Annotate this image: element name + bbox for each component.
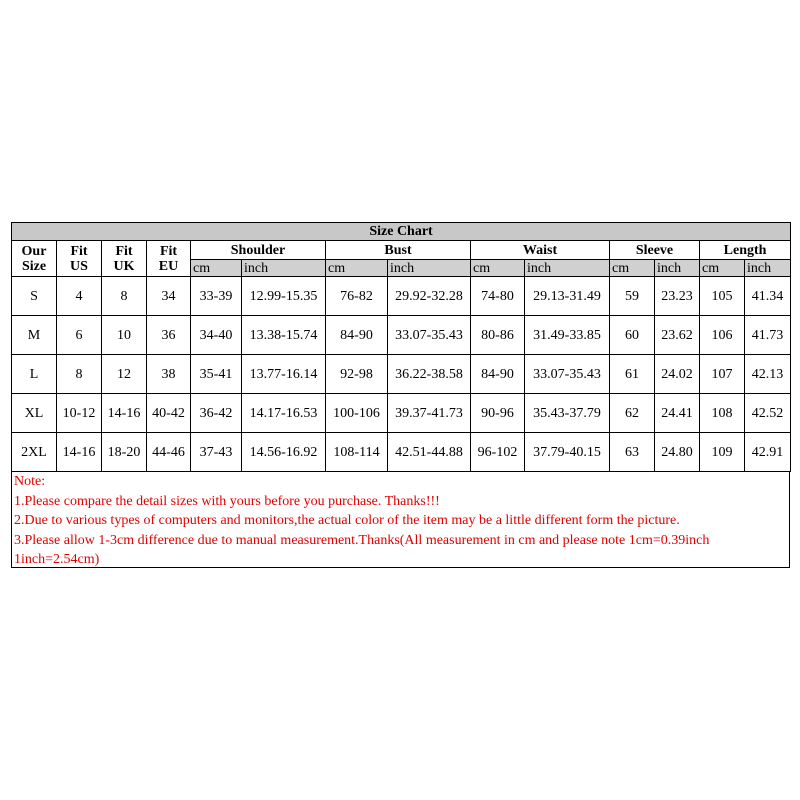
cell-length-cm: 107 [700, 355, 745, 394]
unit-inch: inch [525, 260, 610, 277]
unit-cm: cm [700, 260, 745, 277]
cell-shoulder-inch: 13.38-15.74 [242, 316, 326, 355]
cell-fit-eu: 34 [147, 277, 191, 316]
cell-shoulder-cm: 37-43 [191, 433, 242, 472]
cell-fit-eu: 40-42 [147, 394, 191, 433]
cell-bust-cm: 76-82 [326, 277, 388, 316]
unit-cm: cm [326, 260, 388, 277]
cell-sleeve-cm: 61 [610, 355, 655, 394]
cell-waist-inch: 37.79-40.15 [525, 433, 610, 472]
cell-length-cm: 106 [700, 316, 745, 355]
cell-fit-uk: 8 [102, 277, 147, 316]
cell-waist-inch: 35.43-37.79 [525, 394, 610, 433]
size-chart [11, 222, 790, 568]
cell-size: L [12, 355, 57, 394]
header-fit-us: Fit US [57, 241, 102, 277]
header-shoulder: Shoulder [191, 241, 326, 260]
cell-bust-inch: 39.37-41.73 [388, 394, 471, 433]
cell-fit-us: 8 [57, 355, 102, 394]
cell-sleeve-cm: 60 [610, 316, 655, 355]
cell-waist-cm: 84-90 [471, 355, 525, 394]
header-our-size: Our Size [12, 241, 57, 277]
cell-fit-eu: 38 [147, 355, 191, 394]
header-fit-uk: Fit UK [102, 241, 147, 277]
table-row [12, 433, 791, 472]
cell-bust-cm: 84-90 [326, 316, 388, 355]
notes-heading: Note: [14, 474, 46, 489]
cell-length-inch: 42.91 [745, 433, 791, 472]
cell-shoulder-inch: 12.99-15.35 [242, 277, 326, 316]
cell-shoulder-cm: 33-39 [191, 277, 242, 316]
cell-sleeve-inch: 24.41 [655, 394, 700, 433]
notes-box [11, 472, 790, 568]
cell-sleeve-cm: 59 [610, 277, 655, 316]
cell-waist-cm: 80-86 [471, 316, 525, 355]
table-row [12, 355, 791, 394]
cell-length-inch: 41.73 [745, 316, 791, 355]
cell-fit-uk: 12 [102, 355, 147, 394]
cell-length-cm: 105 [700, 277, 745, 316]
cell-size: 2XL [12, 433, 57, 472]
cell-fit-eu: 36 [147, 316, 191, 355]
cell-size: S [12, 277, 57, 316]
cell-waist-inch: 33.07-35.43 [525, 355, 610, 394]
cell-sleeve-inch: 24.80 [655, 433, 700, 472]
cell-sleeve-inch: 23.62 [655, 316, 700, 355]
cell-length-inch: 42.13 [745, 355, 791, 394]
cell-shoulder-cm: 36-42 [191, 394, 242, 433]
unit-cm: cm [191, 260, 242, 277]
cell-bust-inch: 42.51-44.88 [388, 433, 471, 472]
cell-length-inch: 41.34 [745, 277, 791, 316]
cell-fit-us: 4 [57, 277, 102, 316]
cell-bust-cm: 108-114 [326, 433, 388, 472]
cell-fit-uk: 10 [102, 316, 147, 355]
table-body [12, 277, 791, 472]
unit-inch: inch [242, 260, 326, 277]
cell-length-cm: 109 [700, 433, 745, 472]
note-line-1: 1.Please compare the detail sizes with yours before you purchase. Thanks!!! [14, 493, 440, 509]
cell-sleeve-inch: 24.02 [655, 355, 700, 394]
note-line-2: 2.Due to various types of computers and monitors,the actual color of the item may be a little different form the picture. [14, 513, 680, 528]
cell-shoulder-cm: 34-40 [191, 316, 242, 355]
header-sleeve: Sleeve [610, 241, 700, 260]
cell-waist-inch: 31.49-33.85 [525, 316, 610, 355]
table-title: Size Chart [12, 223, 791, 241]
cell-shoulder-inch: 14.56-16.92 [242, 433, 326, 472]
table-row [12, 277, 791, 316]
cell-sleeve-inch: 23.23 [655, 277, 700, 316]
cell-waist-cm: 74-80 [471, 277, 525, 316]
note-line-3-continued: 1inch=2.54cm) [14, 552, 100, 567]
cell-bust-inch: 29.92-32.28 [388, 277, 471, 316]
cell-fit-uk: 18-20 [102, 433, 147, 472]
header-length: Length [700, 241, 791, 260]
cell-waist-cm: 96-102 [471, 433, 525, 472]
header-fit-eu: Fit EU [147, 241, 191, 277]
cell-fit-eu: 44-46 [147, 433, 191, 472]
cell-length-cm: 108 [700, 394, 745, 433]
unit-inch: inch [388, 260, 471, 277]
cell-fit-us: 6 [57, 316, 102, 355]
cell-fit-us: 10-12 [57, 394, 102, 433]
cell-bust-cm: 100-106 [326, 394, 388, 433]
unit-cm: cm [471, 260, 525, 277]
header-bust: Bust [326, 241, 471, 260]
cell-bust-inch: 33.07-35.43 [388, 316, 471, 355]
unit-inch: inch [745, 260, 791, 277]
cell-fit-us: 14-16 [57, 433, 102, 472]
cell-shoulder-cm: 35-41 [191, 355, 242, 394]
cell-size: XL [12, 394, 57, 433]
cell-sleeve-cm: 63 [610, 433, 655, 472]
cell-bust-cm: 92-98 [326, 355, 388, 394]
table-row [12, 394, 791, 433]
cell-waist-cm: 90-96 [471, 394, 525, 433]
header-waist: Waist [471, 241, 610, 260]
cell-fit-uk: 14-16 [102, 394, 147, 433]
cell-shoulder-inch: 13.77-16.14 [242, 355, 326, 394]
note-line-3: 3.Please allow 1-3cm difference due to manual measurement.Thanks(All measurement in cm and please note 1cm=0.39inch [14, 532, 710, 548]
table-row [12, 316, 791, 355]
cell-shoulder-inch: 14.17-16.53 [242, 394, 326, 433]
cell-sleeve-cm: 62 [610, 394, 655, 433]
size-table [11, 222, 791, 472]
cell-bust-inch: 36.22-38.58 [388, 355, 471, 394]
unit-cm: cm [610, 260, 655, 277]
cell-size: M [12, 316, 57, 355]
cell-waist-inch: 29.13-31.49 [525, 277, 610, 316]
cell-length-inch: 42.52 [745, 394, 791, 433]
unit-inch: inch [655, 260, 700, 277]
